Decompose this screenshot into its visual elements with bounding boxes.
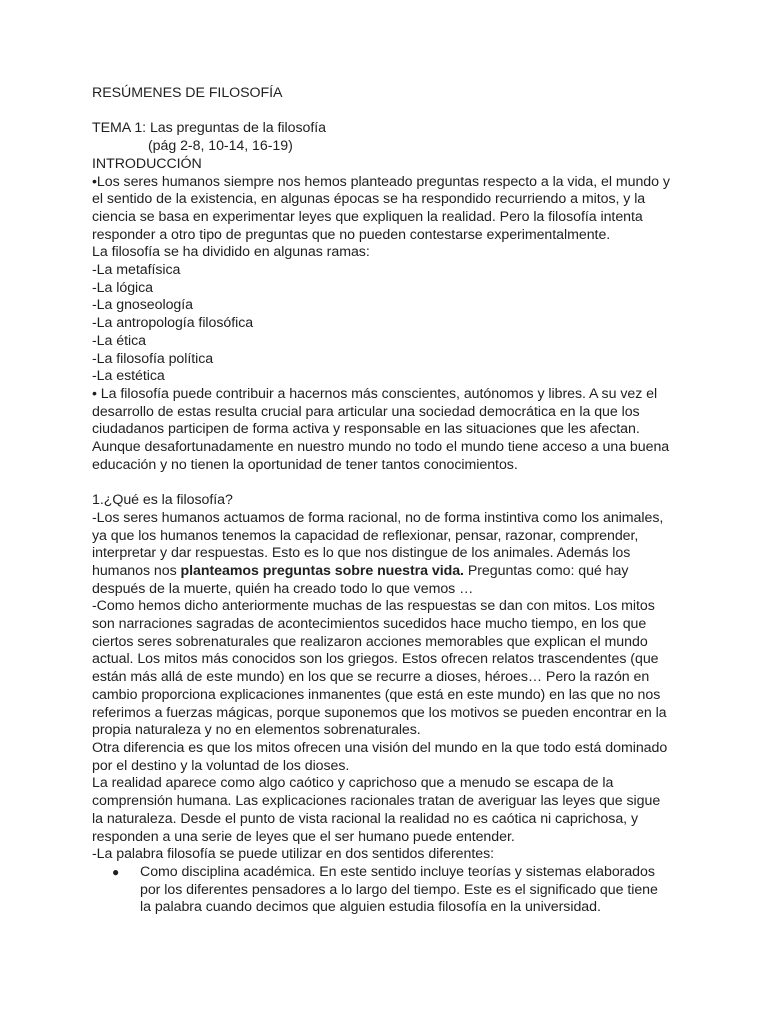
intro-paragraph-2: • La filosofía puede contribuir a hacernos más conscientes, autónomos y libres. A su vez el desarrollo de estas resulta crucial para articular una sociedad democrática en la que los ciudadanos participen de forma activa y responsable en las situaciones que les afectan. Aunque desafortunadamente en nuestro mundo no todo el mundo tiene acceso a una buena educación y no tienen la oportunidad de tener tantos conocimientos.: [92, 385, 670, 473]
spacer: [92, 103, 682, 121]
line-with-bold: humanos nos planteamos preguntas sobre nuestra vida. Preguntas como: qué hay: [92, 562, 629, 579]
document-title: RESÚMENES DE FILOSOFÍA: [92, 85, 283, 101]
tema-heading: TEMA 1: Las preguntas de la filosofía: [92, 120, 326, 137]
section-1-paragraph-4: La realidad aparece como algo caótico y caprichoso que a menudo se escapa de la comprensión humana. Las explicaciones racionales tratan de averiguar las leyes que sigue la naturaleza. Desde el punto de vista racional la realidad no es caótica ni caprichosa, y responden a una serie de leyes que el ser humano puede entender.: [92, 775, 661, 845]
page-reference: (pág 2-8, 10-14, 16-19): [148, 138, 293, 155]
branches-intro: La filosofía se ha dividido en algunas ramas:: [92, 244, 370, 261]
intro-heading: INTRODUCCIÓN: [92, 155, 202, 172]
bold-emphasis: planteamos preguntas sobre nuestra vida.: [180, 562, 464, 579]
branch-item: -La antropología filosófica: [92, 315, 254, 332]
branch-item: -La filosofía política: [92, 350, 214, 367]
section-1-heading: 1.¿Qué es la filosofía?: [92, 492, 233, 509]
branch-item: -La lógica: [92, 279, 154, 296]
branch-item: -La metafísica: [92, 262, 181, 279]
intro-paragraph-1: •Los seres humanos siempre nos hemos planteado preguntas respecto a la vida, el mundo y el sentido de la existencia, en algunas épocas se ha respondido recurriendo a mitos, y la ciencia se basa en experimentar leyes que expliquen la realidad. Pero la filosofía intenta responder a otro tipo de preguntas que no pueden contestarse experimentalmente.: [92, 173, 670, 243]
section-1-paragraph-2: -Como hemos dicho anteriormente muchas de las respuestas se dan con mitos. Los mitos son narraciones sagradas de acontecimientos sucedidos hace mucho tiempo, en los que ciertos seres sobrenaturales que realizaron acciones memorables que explican el mundo actual. Los mitos más conocidos son los griegos. Estos ofrecen relatos trascendentes (que están más allá de este mundo) en los que se recurre a dioses, héroes… Pero la razón en cambio proporciona explicaciones inmanentes (que está en este mundo) en las que no nos referimos a fuerzas mágicas, porque suponemos que los motivos se pueden encontrar en la propia naturaleza y no en elementos sobrenaturales.: [92, 598, 667, 739]
branch-item: -La estética: [92, 368, 165, 385]
spacer: [92, 474, 682, 492]
branch-item: -La gnoseología: [92, 297, 194, 314]
branch-item: -La ética: [92, 332, 146, 349]
bullet-icon: ●: [112, 864, 120, 879]
bullet-list-item: ● Como disciplina académica. En este sentido incluye teorías y sistemas elaborados por los diferentes pensadores a lo largo del tiempo. Este es el significado que tiene la palabra cuando decimos que alguien estudia filosofía en la universidad.: [112, 863, 658, 916]
section-1-paragraph-1: -Los seres humanos actuamos de forma racional, no de forma instintiva como los animales, ya que los humanos tenemos la capacidad de reflexionar, pensar, razonar, comprender, interpretar y dar respuestas. Esto es lo que nos distingue de los animales. Además los humanos nos planteamos preguntas sobre nuestra vida. Preguntas como: qué hay después de la muerte, quién ha creado todo lo que vemos …: [92, 510, 682, 599]
branches-list: [92, 262, 682, 386]
section-1-paragraph-3: Otra diferencia es que los mitos ofrecen una visión del mundo en la que todo está dominado por el destino y la voluntad de los dioses.: [92, 739, 668, 774]
section-1-paragraph-5: -La palabra filosofía se puede utilizar en dos sentidos diferentes:: [92, 846, 495, 863]
document-page: [92, 85, 682, 917]
